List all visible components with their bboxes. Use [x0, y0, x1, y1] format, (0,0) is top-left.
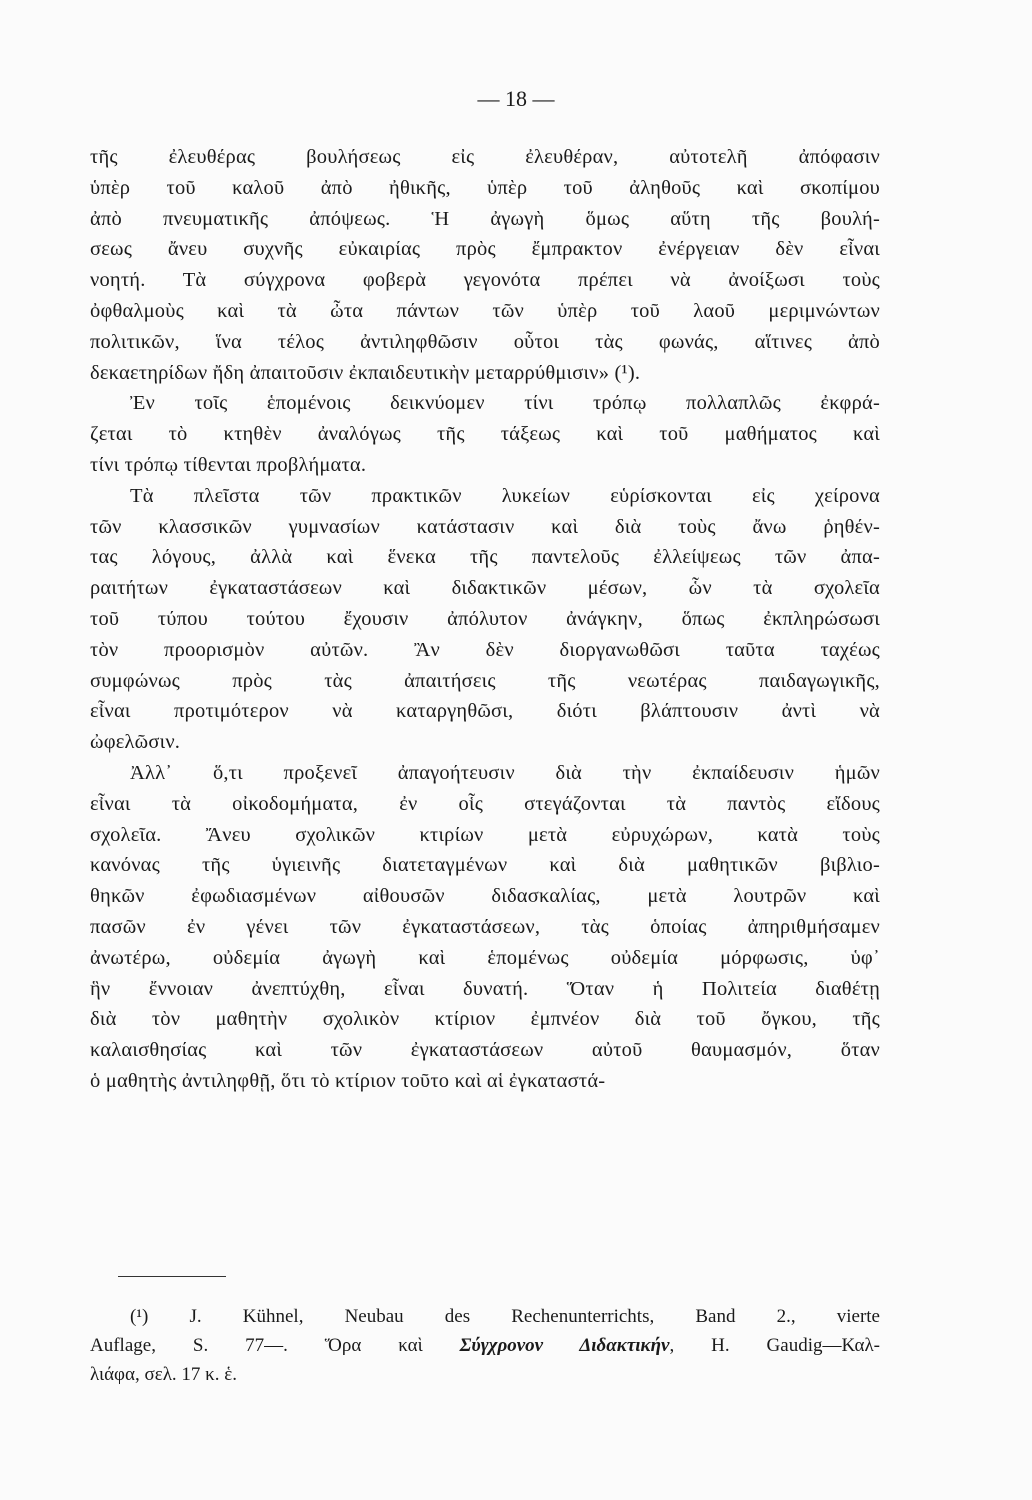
text-line: θηκῶν ἐφωδιασμένων αἰθουσῶν διδασκαλίας, μετὰ λουτρῶν καὶ [90, 885, 880, 908]
footnote-text: Auflage, S. 77—. Ὅρα καὶ [90, 1335, 460, 1356]
text-line: Τὰ πλεῖστα τῶν πρακτικῶν λυκείων εὑρίσκονται εἰς χείρονα [130, 484, 880, 507]
text-line: σεως ἄνευ συχνῆς εὐκαιρίας πρὸς ἔμπρακτον ἐνέργειαν δὲν εἶναι [90, 238, 880, 261]
text-line: τας λόγους, ἀλλὰ καὶ ἕνεκα τῆς παντελοῦς ἐλλείψεως τῶν ἀπα- [90, 546, 880, 569]
text-line: τῆς ἐλευθέρας βουλήσεως εἰς ἐλευθέραν, αὐτοτελῆ ἀπόφασιν [90, 146, 880, 168]
text-line: σχολεῖα. Ἄνευ σχολικῶν κτιρίων μετὰ εὐρυχώρων, κατὰ τοὺς [90, 823, 880, 846]
body-text [90, 142, 880, 1097]
text-line: τῶν κλασσικῶν γυμνασίων κατάστασιν καὶ διὰ τοὺς ἄνω ῥηθέν- [90, 515, 880, 538]
footnote-line: λιάφα, σελ. 17 κ. ἑ. [90, 1364, 237, 1385]
text-line: τίνι τρόπῳ τίθενται προβλήματα. [90, 453, 367, 476]
text-line: διὰ τὸν μαθητὴν σχολικὸν κτίριον ἐμπνέον διὰ τοῦ ὄγκου, τῆς [90, 1008, 880, 1031]
footnote-line [90, 1331, 880, 1360]
footnote [90, 1302, 880, 1389]
text-line: ἣν ἔννοιαν ἀνεπτύχθη, εἶναι δυνατή. Ὅταν ἡ Πολιτεία διαθέτῃ [90, 977, 880, 1000]
footnote-divider [118, 1276, 226, 1277]
text-line: ὠφελῶσιν. [90, 731, 181, 754]
text-line: καλαισθησίας καὶ τῶν ἐγκαταστάσεων αὐτοῦ θαυμασμόν, ὅταν [90, 1039, 880, 1062]
footnote-line: (¹) J. Kühnel, Neubau des Rechenunterrichts, Band 2., vierte [130, 1306, 880, 1327]
text-line: εἶναι προτιμότερον νὰ καταργηθῶσι, διότι βλάπτουσιν ἀντὶ νὰ [90, 700, 880, 723]
text-line: συμφώνως πρὸς τὰς ἀπαιτήσεις τῆς νεωτέρας παιδαγωγικῆς, [90, 669, 880, 692]
text-line: εἶναι τὰ οἰκοδομήματα, ἐν οἷς στεγάζονται τὰ παντὸς εἴδους [90, 792, 880, 815]
text-line: Ἐν τοῖς ἑπομένοις δεικνύομεν τίνι τρόπῳ πολλαπλῶς ἐκφρά- [130, 392, 880, 415]
text-line: πολιτικῶν, ἵνα τέλος ἀντιληφθῶσιν οὗτοι τὰς φωνάς, αἵτινες ἀπὸ [90, 330, 880, 353]
text-line: Ἀλλ᾿ ὅ,τι προξενεῖ ἀπαγοήτευσιν διὰ τὴν ἐκπαίδευσιν ἡμῶν [130, 761, 880, 784]
page-number: — 18 — [477, 86, 555, 111]
text-line: τοῦ τύπου τούτου ἔχουσιν ἀπόλυτον ἀνάγκην, ὅπως ἐκπληρώσωσι [90, 607, 880, 630]
text-line: ὁ μαθητὴς ἀντιληφθῇ, ὅτι τὸ κτίριον τοῦτο καὶ αἱ ἐγκαταστά- [90, 1069, 606, 1092]
text-line: τὸν προορισμὸν αὐτῶν. Ἂν δὲν διοργανωθῶσι ταῦτα ταχέως [90, 638, 880, 661]
text-line: ὀφθαλμοὺς καὶ τὰ ὦτα πάντων τῶν ὑπὲρ τοῦ λαοῦ μεριμνώντων [90, 299, 880, 322]
text-line: δεκαετηρίδων ἤδη ἀπαιτοῦσιν ἐκπαιδευτικὴν μεταρρύθμισιν» (¹). [90, 361, 641, 384]
footnote-text: , H. Gaudig—Καλ- [669, 1335, 880, 1356]
text-line: ἀνωτέρω, οὐδεμία ἀγωγὴ καὶ ἑπομένως οὐδεμία μόρφωσις, ὑφ᾿ [90, 946, 880, 969]
text-line: πασῶν ἐν γένει τῶν ἐγκαταστάσεων, τὰς ὁποίας ἀπηριθμήσαμεν [90, 915, 880, 938]
footnote-book-title: Σύγχρονον Διδακτικήν [459, 1335, 670, 1356]
text-line: ὑπὲρ τοῦ καλοῦ ἀπὸ ἠθικῆς, ὑπὲρ τοῦ ἀληθοῦς καὶ σκοπίμου [90, 176, 880, 199]
text-line: ραιτήτων ἐγκαταστάσεων καὶ διδακτικῶν μέσων, ὧν τὰ σχολεῖα [90, 577, 880, 600]
text-line: κανόνας τῆς ὑγιεινῆς διατεταγμένων καὶ διὰ μαθητικῶν βιβλιο- [90, 854, 880, 877]
text-line: ἀπὸ πνευματικῆς ἀπόψεως. Ἡ ἀγωγὴ ὅμως αὕτη τῆς βουλή- [90, 207, 880, 230]
text-line: νοητή. Τὰ σύγχρονα φοβερὰ γεγονότα πρέπει νὰ ἀνοίξωσι τοὺς [90, 269, 880, 292]
text-line: ζεται τὸ κτηθὲν ἀναλόγως τῆς τάξεως καὶ τοῦ μαθήματος καὶ [90, 423, 880, 446]
